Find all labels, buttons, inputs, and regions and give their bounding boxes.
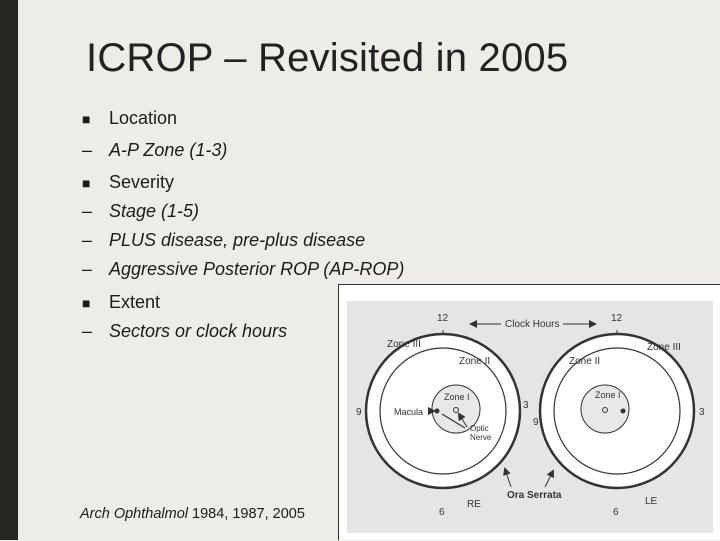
citation-journal: Arch Ophthalmol bbox=[80, 506, 188, 522]
re-macula-dot bbox=[435, 409, 440, 414]
bullet-location bbox=[82, 108, 177, 129]
clock-hours-label: Clock Hours bbox=[505, 319, 560, 330]
sub-bullet-text: Aggressive Posterior ROP (AP-ROP) bbox=[109, 259, 405, 279]
dash-bullet-icon: – bbox=[82, 201, 93, 221]
square-bullet-icon: ■ bbox=[82, 295, 91, 311]
bullet-text: Extent bbox=[109, 292, 161, 312]
citation bbox=[80, 506, 305, 522]
re-zone1-label: Zone I bbox=[444, 392, 470, 402]
zone-diagram bbox=[339, 285, 720, 541]
le-hour-12: 12 bbox=[611, 313, 623, 324]
sub-bullet-text: PLUS disease, pre-plus disease bbox=[109, 230, 366, 250]
re-optic-label-2: Nerve bbox=[470, 433, 492, 442]
bullet-extent bbox=[82, 292, 160, 313]
re-macula-label: Macula bbox=[394, 407, 424, 417]
sub-bullet-text: Sectors or clock hours bbox=[109, 321, 288, 341]
dash-bullet-icon: – bbox=[82, 259, 93, 279]
le-hour-6: 6 bbox=[613, 507, 619, 518]
slide-title: ICROP – Revisited in 2005 bbox=[86, 36, 569, 80]
sub-bullet-text: Stage (1-5) bbox=[109, 201, 200, 221]
sub-bullet-text: A-P Zone (1-3) bbox=[109, 140, 228, 160]
sub-bullet-ap-zone bbox=[82, 140, 227, 161]
square-bullet-icon: ■ bbox=[82, 175, 91, 191]
sub-bullet-sectors bbox=[82, 321, 287, 342]
sub-bullet-plus-disease bbox=[82, 230, 365, 251]
dash-bullet-icon: – bbox=[82, 230, 93, 250]
zone-diagram-figure bbox=[338, 284, 720, 540]
re-hour-9: 9 bbox=[356, 407, 362, 418]
le-zone2-label: Zone II bbox=[569, 356, 601, 367]
bullet-severity bbox=[82, 172, 174, 193]
le-zone3-label: Zone III bbox=[647, 342, 681, 353]
ora-serrata-label: Ora Serrata bbox=[507, 490, 562, 501]
bullet-text: Location bbox=[109, 108, 178, 128]
sub-bullet-stage bbox=[82, 201, 199, 222]
citation-years: 1984, 1987, 2005 bbox=[188, 506, 305, 522]
re-zone2-label: Zone II bbox=[459, 356, 491, 367]
left-accent-bar bbox=[0, 0, 18, 540]
dash-bullet-icon: – bbox=[82, 140, 93, 160]
bullet-text: Severity bbox=[109, 172, 175, 192]
le-zone1-label: Zone I bbox=[595, 390, 621, 400]
re-label: RE bbox=[467, 499, 481, 510]
re-zone3-label: Zone III bbox=[387, 339, 421, 350]
le-label: LE bbox=[645, 496, 658, 507]
dash-bullet-icon: – bbox=[82, 321, 93, 341]
square-bullet-icon: ■ bbox=[82, 111, 91, 127]
re-hour-12: 12 bbox=[437, 313, 449, 324]
re-optic-label-1: Optic bbox=[470, 424, 489, 433]
re-hour-6: 6 bbox=[439, 507, 445, 518]
re-hour-3: 3 bbox=[523, 400, 529, 411]
le-macula-dot bbox=[621, 409, 626, 414]
sub-bullet-ap-rop bbox=[82, 259, 404, 280]
le-hour-3: 3 bbox=[699, 407, 705, 418]
le-hour-9: 9 bbox=[533, 417, 539, 428]
